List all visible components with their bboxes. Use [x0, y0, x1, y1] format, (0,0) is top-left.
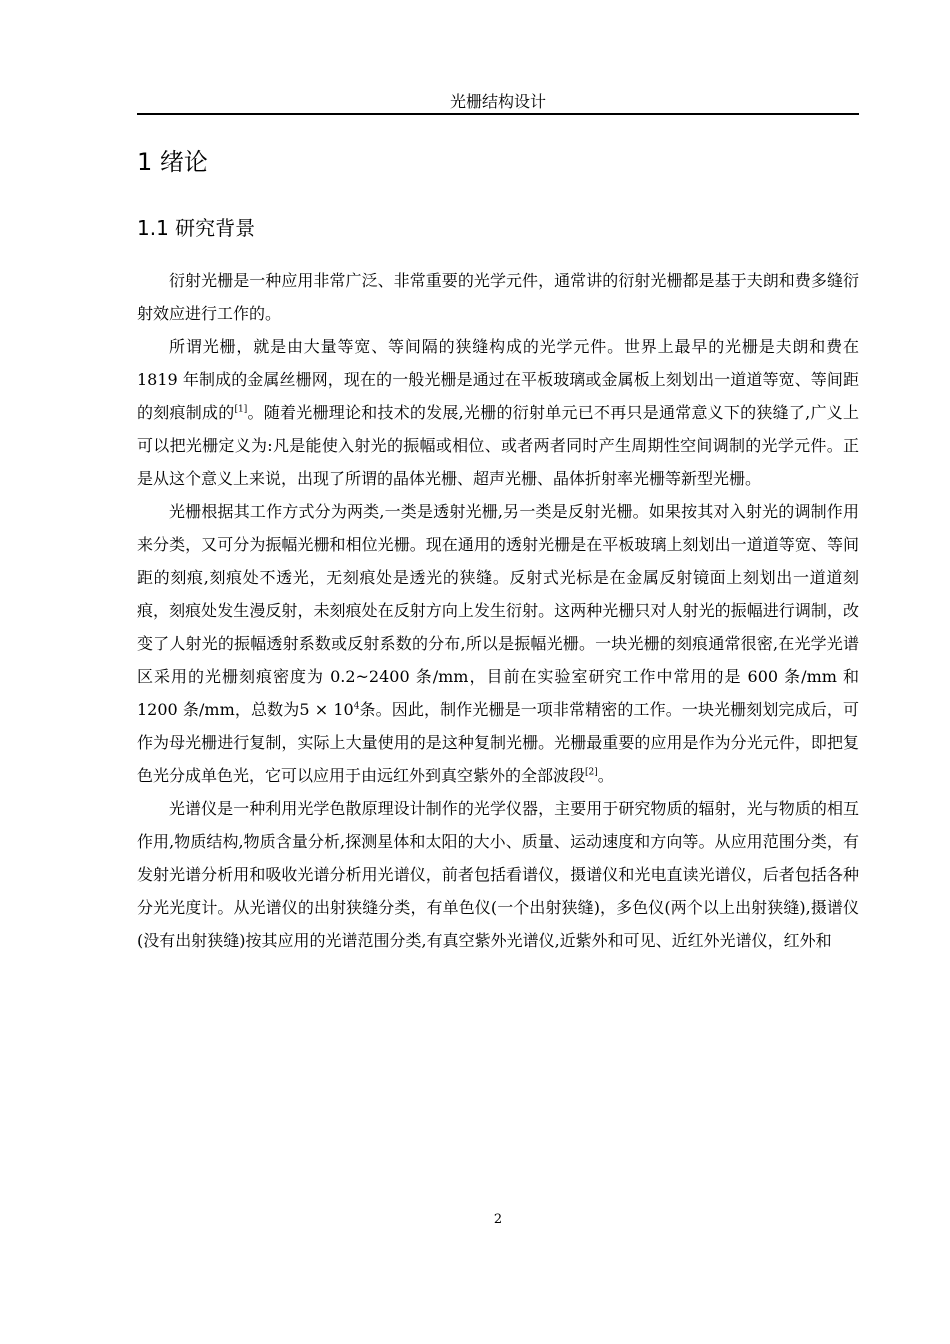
running-header: 光栅结构设计: [449, 92, 546, 111]
paragraph-3-text-c: 。: [597, 766, 614, 785]
paragraph-1-text: 衍射光栅是一种应用非常广泛、非常重要的光学元件，通常讲的衍射光栅都是基于夫朗和费多缝衍射效应进行工作的。: [137, 271, 859, 323]
paragraph-3-text-b: 条。因此，制作光栅是一项非常精密的工作。一块光栅刻划完成后，可作为母光栅进行复制，实际上大量使用的是这种复制光栅。光栅最重要的应用是作为分光元件，即把复色光分成单色光，它可以应用于由远红外到真空紫外的全部波段: [137, 700, 859, 785]
paragraph-3-text-a: 光栅根据其工作方式分为两类,一类是透射光栅,另一类是反射光栅。如果按其对入射光的调制作用来分类，又可分为振幅光栅和相位光栅。现在通用的透射光栅是在平板玻璃上刻划出一道道等宽、等间距的刻痕,刻痕处不透光，无刻痕处是透光的狭缝。反射式光标是在金属反射镜面上刻划出一道道刻痕，刻痕处发生漫反射，未刻痕处在反射方向上发生衍射。这两种光栅只对人射光的振幅进行调制，改变了人射光的振幅透射系数或反射系数的分布,所以是振幅光栅。一块光栅的刻痕通常很密,在光学光谱区采用的光栅刻痕密度为 0.2~2400 条/mm，目前在实验室研究工作中常用的是 600 条/mm 和 1200 条/mm，总数为: [137, 502, 859, 719]
page-number: 2: [493, 1212, 503, 1227]
body-text: [137, 264, 859, 957]
chapter-title: 1 绪论: [137, 148, 208, 176]
paragraph-4-text: 光谱仪是一种利用光学色散原理设计制作的光学仪器，主要用于研究物质的辐射，光与物质的相互作用,物质结构,物质含量分析,探测星体和太阳的大小、质量、运动速度和方向等。从应用范围分类，有发射光谱分析用和吸收光谱分析用光谱仪，前者包括看谱仪，摄谱仪和光电直读光谱仪，后者包括各种分光光度计。从光谱仪的出射狭缝分类，有单色仪(一个出射狭缝)，多色仪(两个以上出射狭缝),摄谱仪(没有出射狭缝)按其应用的光谱范围分类,有真空紫外光谱仪,近紫外和可见、近红外光谱仪，红外和: [137, 799, 859, 950]
citation-ref-1: [1]: [234, 404, 248, 415]
paragraph-2-text-b: 。随着光栅理论和技术的发展,光栅的衍射单元已不再只是通常意义下的狭缝了,广义上可以把光栅定义为:凡是能使入射光的振幅或相位、或者两者同时产生周期性空间调制的光学元件。正是从这个意义上来说，出现了所谓的晶体光栅、超声光栅、晶体折射率光栅等新型光栅。: [137, 403, 859, 488]
paragraph-1: [137, 264, 859, 330]
section-title: 1.1 研究背景: [137, 216, 256, 240]
header-rule: [137, 113, 859, 115]
paragraph-2-text-a: 所谓光栅，就是由大量等宽、等间隔的狭缝构成的光学元件。世界上最早的光栅是夫朗和费在 1819 年制成的金属丝栅网，现在的一般光栅是通过在平板玻璃或金属板上刻划出一道道等宽、等间距的刻痕制成的: [137, 337, 859, 422]
grating-count-base: 5 × 10: [299, 700, 354, 719]
paragraph-3: [137, 495, 859, 792]
paragraph-4: [137, 792, 859, 957]
citation-ref-2: [2]: [585, 767, 598, 778]
grating-count-exponent: 4: [353, 701, 360, 712]
paragraph-2: [137, 330, 859, 495]
